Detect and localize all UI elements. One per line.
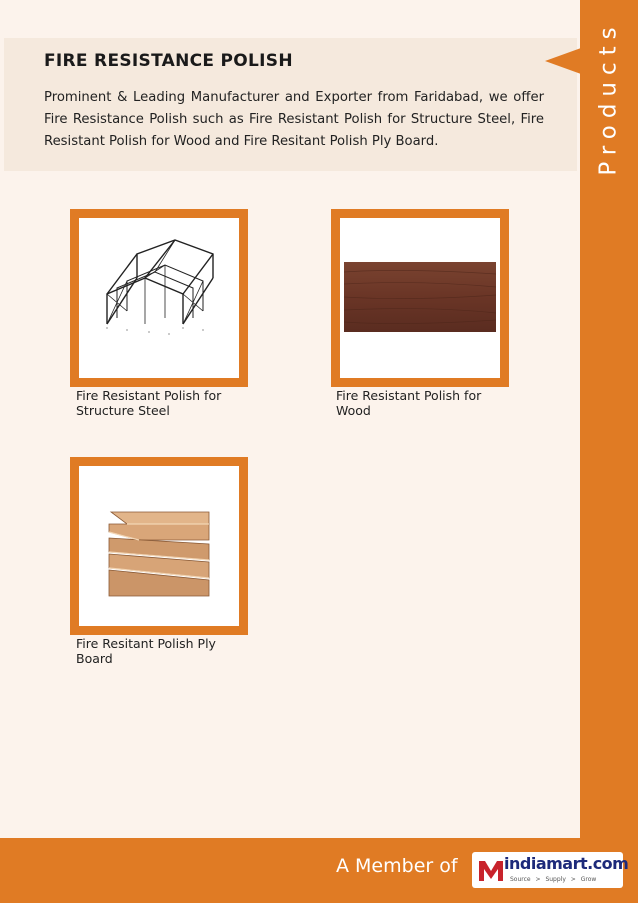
page-description: Prominent & Leading Manufacturer and Exporter from Faridabad, we offer Fire Resistance Polish such as Fire Resistant Polish for Structure Steel, Fire Resistant Polish for Wood and Fire Resitant Polish Ply Board. bbox=[44, 90, 544, 149]
page-title: FIRE RESISTANCE POLISH bbox=[44, 51, 293, 71]
indiamart-logo[interactable] bbox=[472, 852, 629, 888]
member-text: A Member of bbox=[336, 855, 458, 877]
sidebar bbox=[580, 0, 638, 838]
sidebar-label bbox=[580, 8, 638, 188]
sidebar-pointer bbox=[545, 48, 581, 74]
indiamart-m-icon bbox=[476, 855, 506, 885]
ply-board-image bbox=[79, 466, 239, 626]
sidebar-label-text: Products bbox=[596, 20, 622, 176]
product-caption-steel[interactable]: Fire Resistant Polish for Structure Steel bbox=[76, 388, 222, 418]
product-caption-ply-board[interactable]: Fire Resitant Polish Ply Board bbox=[76, 636, 216, 666]
product-image-frame bbox=[340, 218, 500, 378]
logo-tagline: Source > Supply > Grow bbox=[510, 876, 597, 883]
product-card-ply-board[interactable] bbox=[70, 457, 248, 635]
product-image-frame bbox=[79, 218, 239, 378]
product-card-steel[interactable] bbox=[70, 209, 248, 387]
logo-text: indiamart.com bbox=[504, 854, 629, 873]
product-caption-wood[interactable]: Fire Resistant Polish for Wood bbox=[336, 388, 482, 418]
steel-structure-image bbox=[79, 218, 239, 378]
product-card-wood[interactable] bbox=[331, 209, 509, 387]
product-image-frame bbox=[79, 466, 239, 626]
wood-plank-image bbox=[340, 218, 500, 378]
